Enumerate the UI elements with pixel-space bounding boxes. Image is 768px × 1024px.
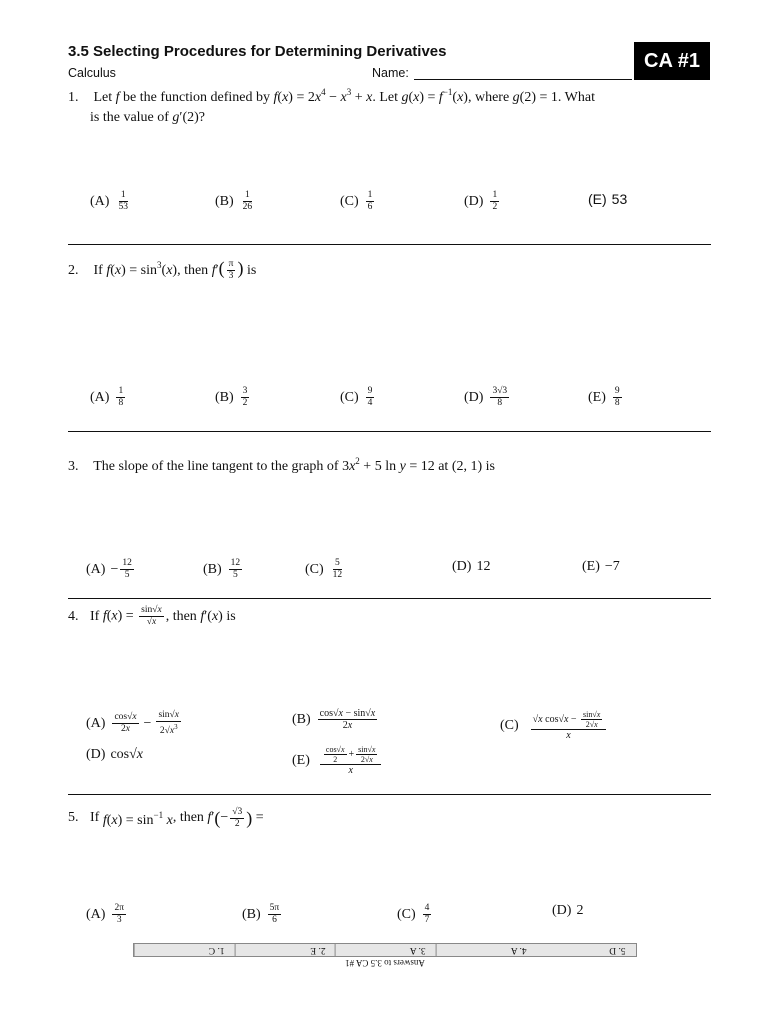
math-expression: f ′ ( − √3 2 ) =: [207, 806, 264, 829]
question-text: The slope of the line tangent to the graph of: [93, 459, 339, 474]
choice-a[interactable]: (A) cos√x 2x − $\frac{\sin√x}{2√x^3}$: [86, 710, 179, 736]
math-expression: (2, 1): [451, 459, 483, 474]
section-divider: [68, 794, 711, 795]
section-divider: [68, 244, 711, 245]
question-text: be the function defined by: [123, 90, 270, 105]
choice-b[interactable]: (B) 12 5: [203, 558, 241, 580]
choice-d[interactable]: (D) 2: [552, 903, 584, 918]
question-number: 4.: [68, 608, 79, 624]
question-text: . What: [557, 90, 595, 105]
page-title: 3.5 Selecting Procedures for Determining Derivatives: [68, 43, 447, 60]
answer-item: 4. A: [436, 944, 537, 956]
choice-d[interactable]: (D) 3√3 8: [464, 386, 508, 408]
answer-item: 3. A: [335, 944, 436, 956]
question-text: . Let: [372, 90, 398, 105]
choice-e[interactable]: (E) −7: [582, 559, 620, 574]
math-expression: $g(x) = f^{-1}(x)$: [401, 87, 468, 105]
question-text: at: [438, 459, 449, 474]
choice-c[interactable]: (C) 4 7: [397, 903, 430, 925]
question-number: 5.: [68, 810, 79, 825]
question-text: If: [93, 263, 103, 278]
question-number: 2.: [68, 263, 79, 278]
choice-a[interactable]: (A) 1 53: [90, 190, 128, 212]
question-1: [68, 82, 718, 128]
choice-a[interactable]: (A) 2π 3: [86, 903, 124, 925]
choice-c[interactable]: (C) 5 12: [305, 558, 343, 580]
section-divider: [68, 598, 711, 599]
course-label: Calculus: [68, 66, 116, 80]
math-expression: g(2) = 1: [512, 90, 558, 105]
choice-e[interactable]: (E) 53: [588, 191, 628, 207]
choice-b[interactable]: (B) cos√x − sin√x 2x: [292, 708, 376, 731]
question-text: , then: [165, 608, 197, 624]
math-expression: $f(x) = 2x^4 - x^3 + x$: [273, 87, 373, 105]
choice-d[interactable]: (D) cos√x: [86, 747, 144, 762]
question-4: [68, 605, 236, 628]
question-5: [68, 805, 264, 831]
answer-item: 2. E: [235, 944, 336, 956]
question-2: [68, 255, 256, 282]
math-expression: f′(x): [200, 608, 223, 624]
choice-e[interactable]: (E) cos√x 2 + sin√x 2√x x: [292, 745, 383, 776]
question-text: , then: [177, 263, 209, 278]
question-text: If: [90, 608, 100, 624]
math-expression: $f(x) = \sin^{-1} x$: [102, 810, 173, 828]
name-blank-line[interactable]: [414, 79, 632, 80]
question-number: 1.: [68, 90, 79, 105]
question-text: is: [485, 459, 495, 474]
math-expression: $f(x) = \sin^3(x)$: [106, 260, 178, 278]
choice-b[interactable]: (B) 3 2: [215, 386, 248, 408]
choice-c[interactable]: (C) 9 4: [340, 386, 373, 408]
choice-d[interactable]: (D) 12: [452, 559, 491, 574]
question-text: , where: [467, 90, 510, 105]
choice-b[interactable]: (B) 5π 6: [242, 903, 280, 925]
math-f: f: [115, 90, 120, 105]
answer-item: 5. D: [609, 945, 626, 955]
math-expression: f′( $\frac{\pi}{3}$ ): [211, 258, 244, 282]
math-expression: g′(2)?: [172, 110, 206, 125]
question-number: 3.: [68, 459, 79, 474]
question-text: is: [246, 263, 257, 278]
question-text: is: [226, 608, 236, 624]
section-divider: [68, 431, 711, 432]
choice-d[interactable]: (D) 1 2: [464, 190, 498, 212]
choice-e[interactable]: (E) 9 8: [588, 386, 620, 408]
answer-key-title: Answers to 3.5 CA #1: [345, 958, 425, 968]
choice-c[interactable]: (C) 1 6: [340, 190, 373, 212]
choice-b[interactable]: (B) 1 26: [215, 190, 253, 212]
name-label: Name:: [372, 66, 409, 80]
math-expression: f(x) = $\frac{\sin√x}{√x}$: [102, 605, 162, 627]
question-text: If: [90, 810, 100, 825]
answer-key-strip: [133, 943, 637, 957]
choice-c[interactable]: (C) √ x cos√ x − sin√x 2√x x: [500, 710, 608, 741]
question-text: Let: [93, 90, 113, 105]
assignment-badge: CA #1: [634, 42, 710, 80]
answer-item: 1. C: [134, 944, 235, 956]
choice-a[interactable]: (A) − $\frac{12}{5}$: [86, 558, 132, 580]
question-3: [68, 451, 495, 477]
question-text: is the value of: [90, 110, 169, 125]
math-expression: $3x^2 + 5$ ln y = 12: [342, 456, 435, 474]
question-text: , then: [172, 810, 204, 825]
choice-a[interactable]: (A) 1 8: [90, 386, 124, 408]
